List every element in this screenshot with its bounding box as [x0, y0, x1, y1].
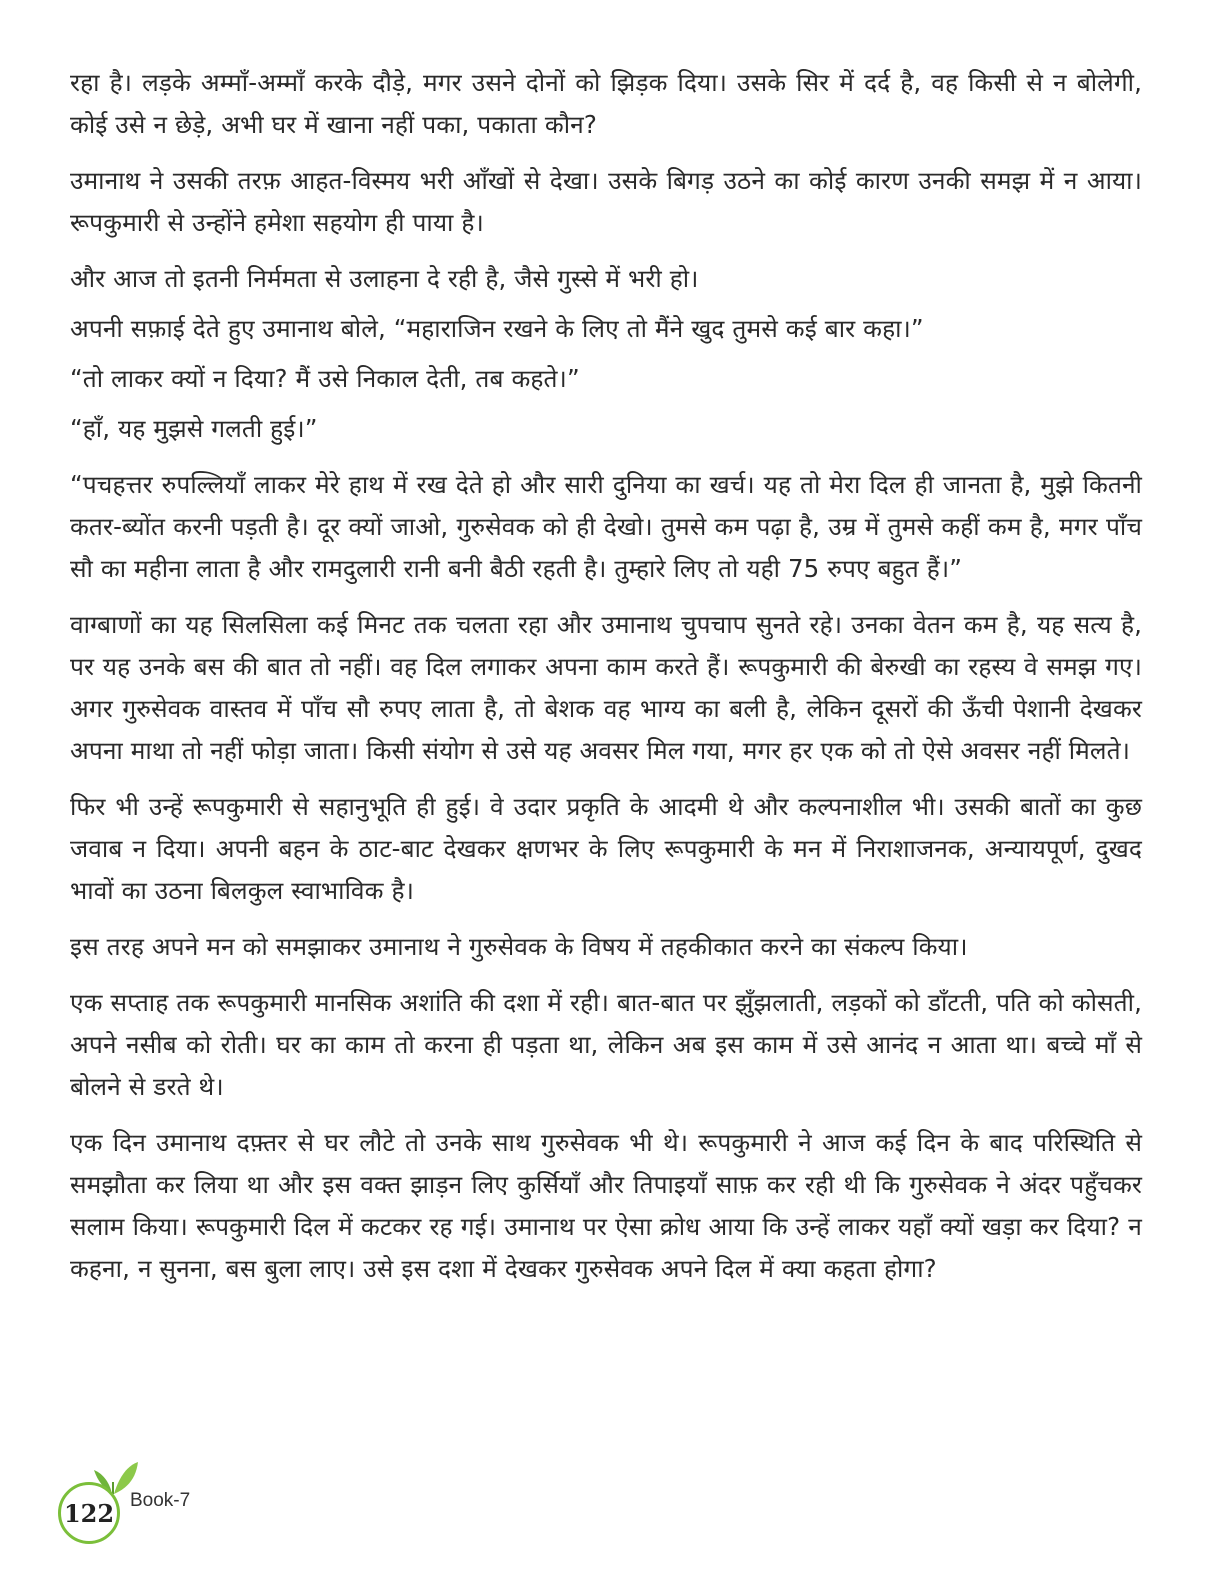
paragraph-6: “हाँ, यह मुझसे गलती हुई।” [70, 414, 318, 443]
page-body [70, 62, 1142, 1304]
paragraph-8: वाग्बाणों का यह सिलसिला कई मिनट तक चलता रहा और उमानाथ चुपचाप सुनते रहे। उनका वेतन कम है, यह सत्य है, पर यह उनके बस की बात तो नहीं। वह दिल लगाकर अपना काम करते हैं। रूपकुमारी की बेरुखी का रहस्य वे समझ गए। अगर गुरुसेवक वास्तव में पाँच सौ रुपए लाता है, तो बेशक वह भाग्य का बली है, लेकिन दूसरों की ऊँची पेशानी देखकर अपना माथा तो नहीं फोड़ा जाता। किसी संयोग से उसे यह अवसर मिल गया, मगर हर एक को तो ऐसे अवसर नहीं मिलते। [70, 610, 1142, 765]
page-number: 122 [63, 1498, 115, 1528]
paragraph-5: “तो लाकर क्यों न दिया? मैं उसे निकाल देती, तब कहते।” [70, 364, 580, 393]
paragraph-4: अपनी सफ़ाई देते हुए उमानाथ बोले, “महाराजिन रखने के लिए तो मैंने खुद तुमसे कई बार कहा।” [70, 314, 924, 343]
paragraph-1: रहा है। लड़के अम्माँ-अम्माँ करके दौड़े, मगर उसने दोनों को झिड़क दिया। उसके सिर में दर्द है, वह किसी से न बोलेगी, कोई उसे न छेड़े, अभी घर में खाना नहीं पका, पकाता कौन? [70, 68, 1142, 139]
paragraph-3: और आज तो इतनी निर्ममता से उलाहना दे रही है, जैसे गुस्से में भरी हो। [70, 264, 699, 293]
page-number-badge [58, 1482, 120, 1544]
paragraph-11: एक सप्ताह तक रूपकुमारी मानसिक अशांति की दशा में रही। बात-बात पर झुँझलाती, लड़कों को डाँटती, पति को कोसती, अपने नसीब को रोती। घर का काम तो करना ही पड़ता था, लेकिन अब इस काम में उसे आनंद न आता था। बच्चे माँ से बोलने से डरते थे। [70, 988, 1142, 1101]
paragraph-2: उमानाथ ने उसकी तरफ़ आहत-विस्मय भरी आँखों से देखा। उसके बिगड़ उठने का कोई कारण उनकी समझ में न आया। रूपकुमारी से उन्होंने हमेशा सहयोग ही पाया है। [70, 166, 1142, 237]
page-footer [50, 1460, 310, 1560]
book-label: Book-7 [130, 1490, 191, 1511]
paragraph-7: “पचहत्तर रुपल्लियाँ लाकर मेरे हाथ में रख देते हो और सारी दुनिया का खर्च। यह तो मेरा दिल ही जानता है, मुझे कितनी कतर-ब्योंत करनी पड़ती है। दूर क्यों जाओ, गुरुसेवक को ही देखो। तुमसे कम पढ़ा है, उम्र में तुमसे कहीं कम है, मगर पाँच सौ का महीना लाता है और रामदुलारी रानी बनी बैठी रहती है। तुम्हारे लिए तो यही 75 रुपए बहुत हैं।” [70, 470, 1142, 583]
paragraph-12: एक दिन उमानाथ दफ़्तर से घर लौटे तो उनके साथ गुरुसेवक भी थे। रूपकुमारी ने आज कई दिन के बाद परिस्थिति से समझौता कर लिया था और इस वक्त झाड़न लिए कुर्सियाँ और तिपाइयाँ साफ़ कर रही थी कि गुरुसेवक ने अंदर पहुँचकर सलाम किया। रूपकुमारी दिल में कटकर रह गई। उमानाथ पर ऐसा क्रोध आया कि उन्हें लाकर यहाँ क्यों खड़ा कर दिया? न कहना, न सुनना, बस बुला लाए। उसे इस दशा में देखकर गुरुसेवक अपने दिल में क्या कहता होगा? [70, 1128, 1142, 1283]
paragraph-10: इस तरह अपने मन को समझाकर उमानाथ ने गुरुसेवक के विषय में तहकीकात करने का संकल्प किया। [70, 932, 968, 961]
paragraph-9: फिर भी उन्हें रूपकुमारी से सहानुभूति ही हुई। वे उदार प्रकृति के आदमी थे और कल्पनाशील भी। उसकी बातों का कुछ जवाब न दिया। अपनी बहन के ठाट-बाट देखकर क्षणभर के लिए रूपकुमारी के मन में निराशाजनक, अन्यायपूर्ण, दुखद भावों का उठना बिलकुल स्वाभाविक है। [70, 792, 1142, 905]
